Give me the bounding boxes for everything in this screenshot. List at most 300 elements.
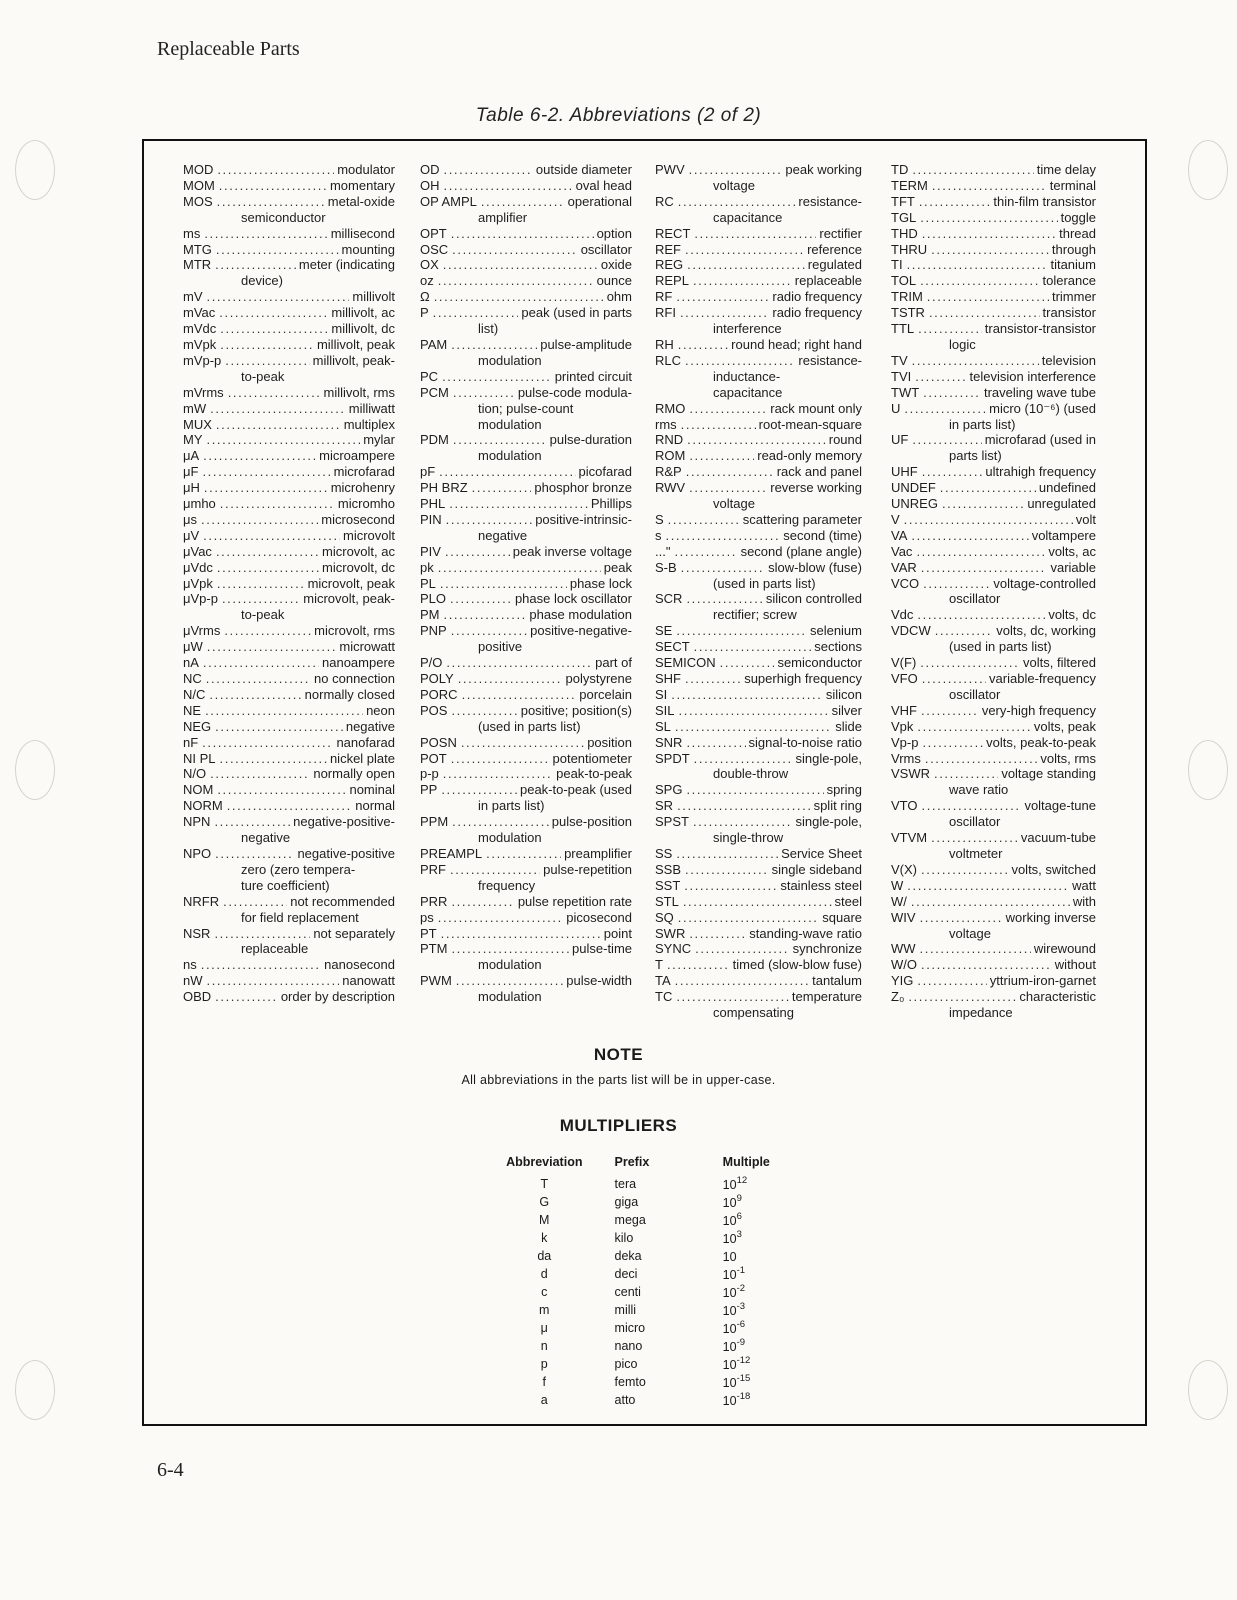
multiplier-multiple bbox=[723, 1373, 810, 1391]
dot-leader bbox=[935, 623, 994, 639]
multiple-base: 10 bbox=[722, 1358, 737, 1373]
abbreviation-entry bbox=[183, 464, 395, 480]
abbreviation-term: NE bbox=[183, 702, 202, 718]
abbreviation-entry bbox=[183, 591, 395, 623]
abbreviation-definition: wirewound bbox=[1033, 941, 1096, 957]
multiple-base: 10 bbox=[722, 1304, 737, 1319]
dot-leader bbox=[685, 242, 804, 258]
abbreviation-definition-continued: (used in parts list) bbox=[478, 718, 581, 734]
abbreviation-definition-continued: oscillator bbox=[949, 686, 1001, 702]
multipliers-table bbox=[480, 1155, 810, 1409]
dot-leader bbox=[686, 735, 745, 751]
abbreviation-entry bbox=[891, 989, 1096, 1021]
binder-hole-middle-left bbox=[15, 740, 55, 800]
abbreviation-definition: working inverse bbox=[1005, 909, 1096, 925]
abbreviation-definition: radio frequency bbox=[772, 305, 862, 321]
dot-leader bbox=[911, 528, 1028, 544]
abbreviation-term: mW bbox=[183, 400, 207, 416]
dot-leader bbox=[681, 560, 765, 576]
abbreviation-term: N/O bbox=[183, 766, 207, 782]
dot-leader bbox=[210, 401, 346, 417]
multiplier-prefix: nano bbox=[614, 1339, 643, 1353]
abbreviation-term: W/O bbox=[891, 957, 917, 973]
abbreviation-definition-continued: frequency bbox=[478, 877, 536, 893]
abbreviation-term: Vrms bbox=[891, 750, 921, 766]
dot-leader bbox=[695, 941, 790, 957]
multiplier-row bbox=[480, 1229, 810, 1247]
abbreviation-term: SQ bbox=[655, 909, 674, 925]
abbreviation-definition-continued: capacitance bbox=[713, 384, 783, 400]
abbreviation-term: pF bbox=[420, 464, 436, 480]
multiplier-abbreviation: m bbox=[539, 1303, 550, 1317]
abbreviation-definition: sections bbox=[814, 639, 862, 655]
abbreviation-entry bbox=[183, 226, 395, 242]
abbreviation-term: oz bbox=[420, 273, 434, 289]
abbreviation-term: REPL bbox=[655, 273, 689, 289]
multiple-exponent: 3 bbox=[736, 1228, 742, 1240]
abbreviation-term: NOM bbox=[183, 782, 214, 798]
binder-hole-bottom-right bbox=[1188, 1360, 1228, 1420]
abbreviation-term: PNP bbox=[420, 623, 447, 639]
abbreviation-entry bbox=[183, 623, 395, 639]
abbreviation-term: V bbox=[891, 511, 900, 527]
abbreviation-term: μA bbox=[183, 448, 200, 464]
abbreviation-definition: spring bbox=[826, 782, 862, 798]
dot-leader bbox=[940, 480, 1036, 496]
abbreviation-term: V(F) bbox=[891, 655, 917, 671]
abbreviation-entry bbox=[183, 337, 395, 353]
multiple-exponent: -9 bbox=[736, 1336, 746, 1348]
abbreviation-term: μH bbox=[183, 480, 200, 496]
abbreviation-entry bbox=[420, 257, 632, 273]
abbreviation-definition: pulse-amplitude bbox=[540, 336, 632, 352]
abbreviation-definition-continued: single-throw bbox=[713, 830, 784, 846]
abbreviation-entry bbox=[655, 528, 862, 544]
abbreviation-entry bbox=[183, 544, 395, 560]
abbreviation-term: P/O bbox=[420, 655, 443, 671]
abbreviation-definition: neon bbox=[366, 702, 395, 718]
multiplier-multiple bbox=[723, 1355, 810, 1373]
abbreviation-definition: microvolt bbox=[342, 527, 395, 543]
abbreviation-entry bbox=[655, 751, 862, 783]
abbreviation-definition: option bbox=[596, 225, 632, 241]
abbreviation-entry bbox=[655, 926, 862, 942]
multiplier-row bbox=[480, 1193, 810, 1211]
abbreviation-definition: order by description bbox=[280, 989, 395, 1005]
abbreviation-definition: microwatt bbox=[339, 639, 395, 655]
dot-leader bbox=[446, 655, 592, 671]
abbreviation-definition: position bbox=[587, 734, 632, 750]
abbreviation-definition: reference bbox=[807, 241, 862, 257]
multiplier-abbreviation: M bbox=[539, 1213, 550, 1227]
abbreviation-definition: television interference bbox=[969, 368, 1096, 384]
abbreviation-entry bbox=[891, 162, 1096, 178]
abbreviation-entry bbox=[655, 417, 862, 433]
abbreviation-term: SHF bbox=[655, 671, 681, 686]
dot-leader bbox=[674, 544, 737, 560]
abbreviation-definition: picosecond bbox=[566, 909, 632, 925]
abbreviation-entry bbox=[420, 973, 632, 1005]
abbreviation-entry bbox=[183, 957, 395, 973]
abbreviation-term: VA bbox=[891, 527, 908, 543]
dot-leader bbox=[214, 926, 310, 942]
abbreviation-term: SIL bbox=[655, 702, 675, 718]
dot-leader bbox=[919, 194, 991, 210]
abbreviation-definition: transistor bbox=[1042, 305, 1096, 321]
abbreviation-term: W bbox=[891, 877, 904, 893]
abbreviation-entry bbox=[183, 512, 395, 528]
abbreviation-definition: second (plane angle) bbox=[740, 543, 862, 559]
abbreviation-entry bbox=[891, 401, 1096, 433]
multiplier-prefix: femto bbox=[614, 1375, 646, 1389]
dot-leader bbox=[676, 623, 807, 639]
abbreviation-definition: silver bbox=[831, 702, 862, 718]
dot-leader bbox=[916, 544, 1045, 560]
dot-leader bbox=[689, 162, 783, 178]
abbreviation-definition: microvolt, peak bbox=[307, 575, 395, 591]
multiplier-multiple bbox=[723, 1193, 810, 1211]
abbreviation-definition: toggle bbox=[1060, 209, 1096, 225]
dot-leader bbox=[220, 751, 327, 767]
dot-leader bbox=[942, 496, 1024, 512]
abbreviation-entry bbox=[420, 242, 632, 258]
abbreviation-definition: split ring bbox=[813, 798, 862, 814]
abbreviation-term: MOM bbox=[183, 177, 215, 193]
abbreviation-entry bbox=[891, 719, 1096, 735]
abbreviation-term: NORM bbox=[183, 798, 223, 814]
abbreviation-entry bbox=[420, 432, 632, 464]
dot-leader bbox=[922, 735, 983, 751]
abbreviation-definition: millivolt, dc bbox=[331, 321, 395, 337]
multiple-exponent: -3 bbox=[736, 1300, 746, 1312]
abbreviation-term: ROM bbox=[655, 448, 686, 464]
abbreviation-definition: variable bbox=[1050, 559, 1096, 575]
abbreviation-term: mVac bbox=[183, 305, 216, 321]
abbreviation-entry bbox=[655, 719, 862, 735]
abbreviation-term: Vp-p bbox=[891, 734, 919, 750]
dot-leader bbox=[677, 798, 811, 814]
abbreviation-entry bbox=[420, 687, 632, 703]
dot-leader bbox=[219, 305, 328, 321]
abbreviation-term: TTL bbox=[891, 321, 915, 337]
abbreviation-term: VTO bbox=[891, 798, 918, 814]
abbreviation-term: MTR bbox=[183, 257, 212, 273]
dot-leader bbox=[205, 703, 363, 719]
abbreviation-definition: modulator bbox=[337, 162, 395, 177]
abbreviation-entry bbox=[183, 242, 395, 258]
abbreviation-term: SS bbox=[655, 845, 673, 861]
abbreviation-term: TFT bbox=[891, 193, 915, 209]
abbreviation-entry bbox=[655, 432, 862, 448]
abbreviation-definition: oval head bbox=[575, 177, 632, 193]
abbreviation-entry bbox=[183, 385, 395, 401]
abbreviation-term: V(X) bbox=[891, 861, 917, 877]
abbreviation-term: TV bbox=[891, 352, 908, 368]
abbreviation-definition: nanofarad bbox=[336, 734, 395, 750]
dot-leader bbox=[931, 242, 1049, 258]
abbreviation-entry bbox=[655, 703, 862, 719]
abbreviation-term: PIV bbox=[420, 543, 441, 559]
abbreviation-definition-continued: (used in parts list) bbox=[713, 575, 816, 591]
abbreviation-term: POLY bbox=[420, 671, 454, 686]
abbreviation-term: RWV bbox=[655, 480, 686, 496]
dot-leader bbox=[201, 957, 321, 973]
abbreviation-entry bbox=[891, 544, 1096, 560]
abbreviation-term: NSR bbox=[183, 925, 211, 941]
abbreviation-definition: timed (slow-blow fuse) bbox=[732, 957, 862, 973]
abbreviation-term: SE bbox=[655, 623, 673, 639]
abbreviation-term: PM bbox=[420, 607, 440, 623]
dot-leader bbox=[441, 926, 601, 942]
abbreviation-definition: phase lock oscillator bbox=[514, 591, 632, 607]
dot-leader bbox=[216, 417, 341, 433]
dot-leader bbox=[217, 782, 346, 798]
abbreviation-definition-continued: positive bbox=[478, 639, 523, 655]
abbreviation-entry bbox=[655, 735, 862, 751]
abbreviation-term: μVpk bbox=[183, 575, 213, 591]
abbreviation-term: OSC bbox=[420, 241, 449, 257]
abbreviation-term: T bbox=[655, 957, 663, 973]
abbreviation-term: SPG bbox=[655, 782, 683, 798]
abbreviation-definition-continued: tion; pulse-count bbox=[478, 400, 574, 416]
abbreviation-definition: milliwatt bbox=[348, 400, 395, 416]
abbreviation-entry bbox=[183, 926, 395, 958]
abbreviation-term: SL bbox=[655, 718, 671, 734]
abbreviation-entry bbox=[183, 448, 395, 464]
abbreviation-entry bbox=[183, 766, 395, 782]
abbreviation-definition: microampere bbox=[319, 448, 395, 464]
abbreviation-term: TGL bbox=[891, 209, 917, 225]
abbreviation-term: ps bbox=[420, 909, 434, 925]
dot-leader bbox=[203, 655, 319, 671]
abbreviation-definition: square bbox=[822, 909, 862, 925]
abbreviation-entry bbox=[420, 591, 632, 607]
abbreviation-term: SPST bbox=[655, 814, 689, 830]
abbreviation-definition: synchronize bbox=[792, 941, 862, 957]
abbreviation-term: P bbox=[420, 305, 429, 321]
abbreviation-definition: round bbox=[828, 432, 862, 448]
abbreviation-term: S-B bbox=[655, 559, 677, 575]
dot-leader bbox=[915, 369, 966, 385]
abbreviation-definition: microvolt, rms bbox=[314, 623, 395, 639]
abbreviation-definition: peak bbox=[603, 559, 632, 575]
abbreviation-definition: peak-to-peak bbox=[556, 766, 632, 782]
multiplier-row bbox=[480, 1391, 810, 1409]
abbreviation-definition-continued: (used in parts list) bbox=[949, 639, 1052, 655]
dot-leader bbox=[224, 623, 311, 639]
abbreviation-entry bbox=[420, 576, 632, 592]
abbreviation-term: NI PL bbox=[183, 750, 216, 766]
multiplier-abbreviation: da bbox=[537, 1249, 552, 1263]
abbreviation-entry bbox=[891, 496, 1096, 512]
abbreviation-term: s bbox=[655, 527, 662, 543]
abbreviation-term: VTVM bbox=[891, 830, 928, 846]
abbreviation-entry bbox=[655, 194, 862, 226]
abbreviation-term: VAR bbox=[891, 559, 917, 575]
abbreviation-term: UNDEF bbox=[891, 480, 936, 496]
dot-leader bbox=[686, 782, 823, 798]
abbreviation-term: RH bbox=[655, 336, 674, 352]
dot-leader bbox=[693, 814, 793, 830]
multiple-exponent: -1 bbox=[736, 1264, 746, 1276]
dot-leader bbox=[204, 226, 327, 242]
abbreviation-definition-continued: parts list) bbox=[949, 448, 1002, 464]
dot-leader bbox=[452, 814, 549, 830]
abbreviation-term: TERM bbox=[891, 177, 928, 193]
binder-hole-bottom-left bbox=[15, 1360, 55, 1420]
multiplier-row bbox=[480, 1373, 810, 1391]
abbreviation-definition: micro (10⁻⁶) (used bbox=[989, 400, 1096, 416]
abbreviation-entry bbox=[655, 862, 862, 878]
dot-leader bbox=[438, 910, 563, 926]
abbreviation-entry bbox=[183, 751, 395, 767]
dot-leader bbox=[449, 496, 588, 512]
abbreviation-definition-continued: inductance- bbox=[713, 368, 781, 384]
abbreviation-term: R&P bbox=[655, 464, 682, 480]
multiplier-abbreviation: d bbox=[540, 1267, 548, 1281]
dot-leader bbox=[934, 766, 998, 782]
dot-leader bbox=[912, 162, 1033, 178]
abbreviation-definition: radio frequency bbox=[772, 289, 862, 305]
abbreviation-definition: undefined bbox=[1038, 480, 1096, 496]
dot-leader bbox=[920, 910, 1003, 926]
abbreviation-definition: peak working bbox=[785, 162, 862, 177]
abbreviation-definition: nanosecond bbox=[324, 957, 395, 973]
dot-leader bbox=[219, 178, 327, 194]
abbreviation-definition: phase lock bbox=[569, 575, 632, 591]
abbreviation-entry bbox=[183, 432, 395, 448]
abbreviation-definition-continued: to-peak bbox=[241, 368, 285, 384]
multipliers-header-row bbox=[480, 1155, 810, 1175]
abbreviation-definition: titanium bbox=[1050, 257, 1096, 273]
abbreviation-definition-continued: compensating bbox=[713, 1005, 794, 1021]
abbreviation-definition: characteristic bbox=[1019, 989, 1096, 1005]
header-prefix: Prefix bbox=[614, 1155, 650, 1169]
page-header-title: Replaceable Parts bbox=[157, 38, 300, 60]
dot-leader bbox=[451, 751, 550, 767]
abbreviation-definition: tantalum bbox=[812, 973, 862, 989]
abbreviation-term: PREAMPL bbox=[420, 845, 483, 861]
abbreviation-definition: volts, ac bbox=[1048, 543, 1096, 559]
abbreviation-entry bbox=[891, 607, 1096, 623]
abbreviation-entry bbox=[655, 671, 862, 687]
abbreviation-entry bbox=[891, 242, 1096, 258]
abbreviation-definition-continued: voltmeter bbox=[949, 845, 1003, 861]
abbreviation-column-3 bbox=[655, 162, 862, 1021]
abbreviation-term: RF bbox=[655, 289, 673, 305]
dot-leader bbox=[917, 719, 1030, 735]
abbreviation-definition: superhigh frequency bbox=[744, 671, 862, 686]
abbreviation-definition: replaceable bbox=[794, 273, 862, 289]
dot-leader bbox=[450, 591, 512, 607]
abbreviation-entry bbox=[655, 989, 862, 1021]
multiplier-abbreviation: k bbox=[541, 1231, 548, 1245]
dot-leader bbox=[687, 432, 826, 448]
dot-leader bbox=[227, 798, 353, 814]
binder-hole-middle-right bbox=[1188, 740, 1228, 800]
abbreviation-definition: oxide bbox=[600, 257, 632, 273]
dot-leader bbox=[458, 671, 563, 687]
abbreviation-entry bbox=[183, 735, 395, 751]
abbreviation-definition: metal-oxide bbox=[327, 193, 395, 209]
abbreviation-definition-continued: list) bbox=[478, 321, 499, 337]
abbreviation-term: Vac bbox=[891, 543, 913, 559]
abbreviation-term: p-p bbox=[420, 766, 439, 782]
abbreviation-entry bbox=[420, 751, 632, 767]
multiple-base: 10 bbox=[722, 1340, 737, 1355]
multiplier-prefix: atto bbox=[614, 1393, 636, 1407]
dot-leader bbox=[689, 480, 767, 496]
dot-leader bbox=[921, 703, 979, 719]
multiplier-row bbox=[480, 1355, 810, 1373]
abbreviation-entry bbox=[655, 305, 862, 337]
abbreviation-definition: peak-to-peak (used bbox=[519, 782, 632, 798]
abbreviation-entry bbox=[655, 591, 862, 623]
abbreviation-definition-continued: semiconductor bbox=[241, 209, 326, 225]
abbreviation-term: PRR bbox=[420, 893, 448, 909]
abbreviation-definition: semiconductor bbox=[777, 655, 862, 671]
abbreviation-definition: preamplifier bbox=[564, 845, 632, 861]
abbreviation-entry bbox=[891, 385, 1096, 401]
multiplier-prefix: micro bbox=[614, 1321, 646, 1335]
abbreviation-entry bbox=[655, 401, 862, 417]
multiplier-multiple bbox=[723, 1247, 810, 1265]
abbreviation-definition: voltage-tune bbox=[1024, 798, 1096, 814]
abbreviation-term: VSWR bbox=[891, 766, 930, 782]
dot-leader bbox=[451, 337, 537, 353]
multiplier-row bbox=[480, 1247, 810, 1265]
abbreviation-definition-continued: modulation bbox=[478, 957, 542, 973]
abbreviation-definition: pulse-position bbox=[551, 814, 632, 830]
abbreviation-term: TWT bbox=[891, 384, 920, 400]
abbreviation-term: mV bbox=[183, 289, 203, 305]
multiplier-multiple bbox=[723, 1319, 810, 1337]
abbreviation-term: OP AMPL bbox=[420, 193, 477, 209]
abbreviation-term: VCO bbox=[891, 575, 920, 591]
abbreviation-term: MOS bbox=[183, 193, 213, 209]
abbreviation-definition-continued: amplifier bbox=[478, 209, 528, 225]
dot-leader bbox=[445, 544, 510, 560]
abbreviation-entry bbox=[891, 305, 1096, 321]
abbreviation-entry bbox=[891, 178, 1096, 194]
abbreviation-entry bbox=[183, 401, 395, 417]
abbreviation-entry bbox=[420, 671, 632, 687]
abbreviation-entry bbox=[183, 162, 395, 178]
abbreviation-term: mVpk bbox=[183, 336, 217, 352]
abbreviation-term: TA bbox=[655, 973, 671, 989]
abbreviation-term: SR bbox=[655, 798, 674, 814]
multiplier-abbreviation: a bbox=[540, 1393, 548, 1407]
abbreviation-definition: temperature bbox=[791, 989, 862, 1005]
abbreviation-term: nF bbox=[183, 734, 199, 750]
dot-leader bbox=[681, 417, 756, 433]
abbreviation-term: MY bbox=[183, 432, 203, 448]
abbreviation-entry bbox=[891, 321, 1096, 353]
dot-leader bbox=[207, 289, 350, 305]
note-heading: NOTE bbox=[593, 1045, 644, 1064]
abbreviation-entry bbox=[183, 687, 395, 703]
dot-leader bbox=[685, 671, 741, 687]
dot-leader bbox=[932, 178, 1047, 194]
abbreviation-term: TD bbox=[891, 162, 909, 177]
abbreviation-entry bbox=[655, 242, 862, 258]
abbreviation-entry bbox=[183, 798, 395, 814]
dot-leader bbox=[207, 432, 361, 448]
abbreviation-entry bbox=[891, 703, 1096, 719]
dot-leader bbox=[217, 560, 319, 576]
abbreviation-term: WW bbox=[891, 941, 916, 957]
abbreviation-definition: positive-intrinsic- bbox=[535, 511, 632, 527]
